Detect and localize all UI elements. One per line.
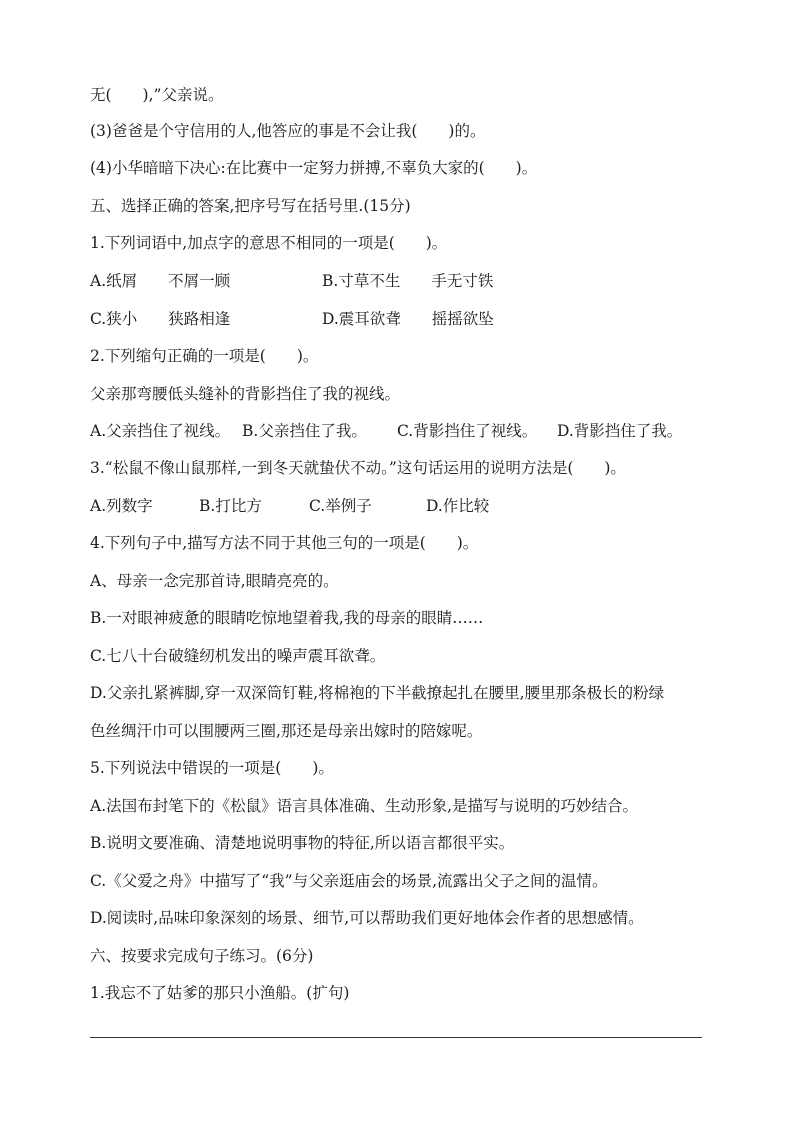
- q2-option-a: A.父亲挡住了视线。: [90, 422, 231, 440]
- q3-options-row: [90, 495, 710, 517]
- q2-option-b: B.父亲挡住了我。: [242, 422, 367, 440]
- question-4: 4.下列句子中,描写方法不同于其他三句的一项是( )。: [90, 534, 479, 552]
- fill-blank-4: (4)小华暗暗下决心:在比赛中一定努力拼搏,不辜负大家的( )。: [90, 159, 538, 177]
- q3-option-c: C.举例子: [309, 497, 372, 515]
- q4-option-b: B.一对眼神疲惫的眼睛吃惊地望着我,我的母亲的眼睛……: [90, 609, 484, 627]
- q4-option-d: D.父亲扎紧裤脚,穿一双深筒钉鞋,将棉袍的下半截撩起扎在腰里,腰里那条极长的粉绿: [90, 684, 665, 702]
- q4-option-c: C.七八十台破缝纫机发出的噪声震耳欲聋。: [90, 647, 386, 665]
- q1-option-a: A.纸屑 不屑一顾: [90, 272, 231, 290]
- answer-line[interactable]: [90, 1037, 702, 1038]
- question-3: 3.“松鼠不像山鼠那样,一到冬天就蛰伏不动。”这句话运用的说明方法是( )。: [90, 459, 626, 477]
- q1-options-row-2: [90, 308, 710, 330]
- q5-option-d: D.阅读时,品味印象深刻的场景、细节,可以帮助我们更好地体会作者的思想感情。: [90, 909, 644, 927]
- q1-option-c: C.狭小 狭路相逢: [90, 310, 231, 328]
- q1-options-row-1: [90, 270, 710, 292]
- q4-option-a: A、母亲一念完那首诗,眼睛亮亮的。: [90, 572, 339, 590]
- question-2-sentence: 父亲那弯腰低头缝补的背影挡住了我的视线。: [90, 385, 401, 403]
- q5-option-b: B.说明文要准确、清楚地说明事物的特征,所以语言都很平实。: [90, 834, 515, 852]
- q5-option-c: C.《父爱之舟》中描写了“我”与父亲逛庙会的场景,流露出父子之间的温情。: [90, 872, 608, 890]
- section-5-heading: 五、选择正确的答案,把序号写在括号里.(15分): [90, 197, 411, 215]
- q3-option-a: A.列数字: [90, 497, 153, 515]
- section-6-question-1: 1.我忘不了姑爹的那只小渔船。(扩句): [90, 984, 350, 1002]
- fill-blank-3: (3)爸爸是个守信用的人,他答应的事是不会让我( )的。: [90, 122, 486, 140]
- q2-option-c: C.背影挡住了视线。: [397, 422, 538, 440]
- q3-option-b: B.打比方: [199, 497, 262, 515]
- q1-option-d: D.震耳欲聋 摇摇欲坠: [322, 310, 494, 328]
- section-6-heading: 六、按要求完成句子练习。(6分): [90, 947, 314, 965]
- q2-options-row: [90, 420, 710, 442]
- q3-option-d: D.作比较: [426, 497, 490, 515]
- q4-option-d-cont: 色丝绸汗巾可以围腰两三圈,那还是母亲出嫁时的陪嫁呢。: [90, 722, 483, 740]
- question-5: 5.下列说法中错误的一项是( )。: [90, 759, 334, 777]
- question-2: 2.下列缩句正确的一项是( )。: [90, 347, 319, 365]
- question-1: 1.下列词语中,加点字的意思不相同的一项是( )。: [90, 234, 448, 252]
- text-line: 无( ),”父亲说。: [90, 86, 224, 104]
- q1-option-b: B.寸草不生 手无寸铁: [322, 272, 494, 290]
- q2-option-d: D.背影挡住了我。: [557, 422, 683, 440]
- q5-option-a: A.法国布封笔下的《松鼠》语言具体准确、生动形象,是描写与说明的巧妙结合。: [90, 797, 639, 815]
